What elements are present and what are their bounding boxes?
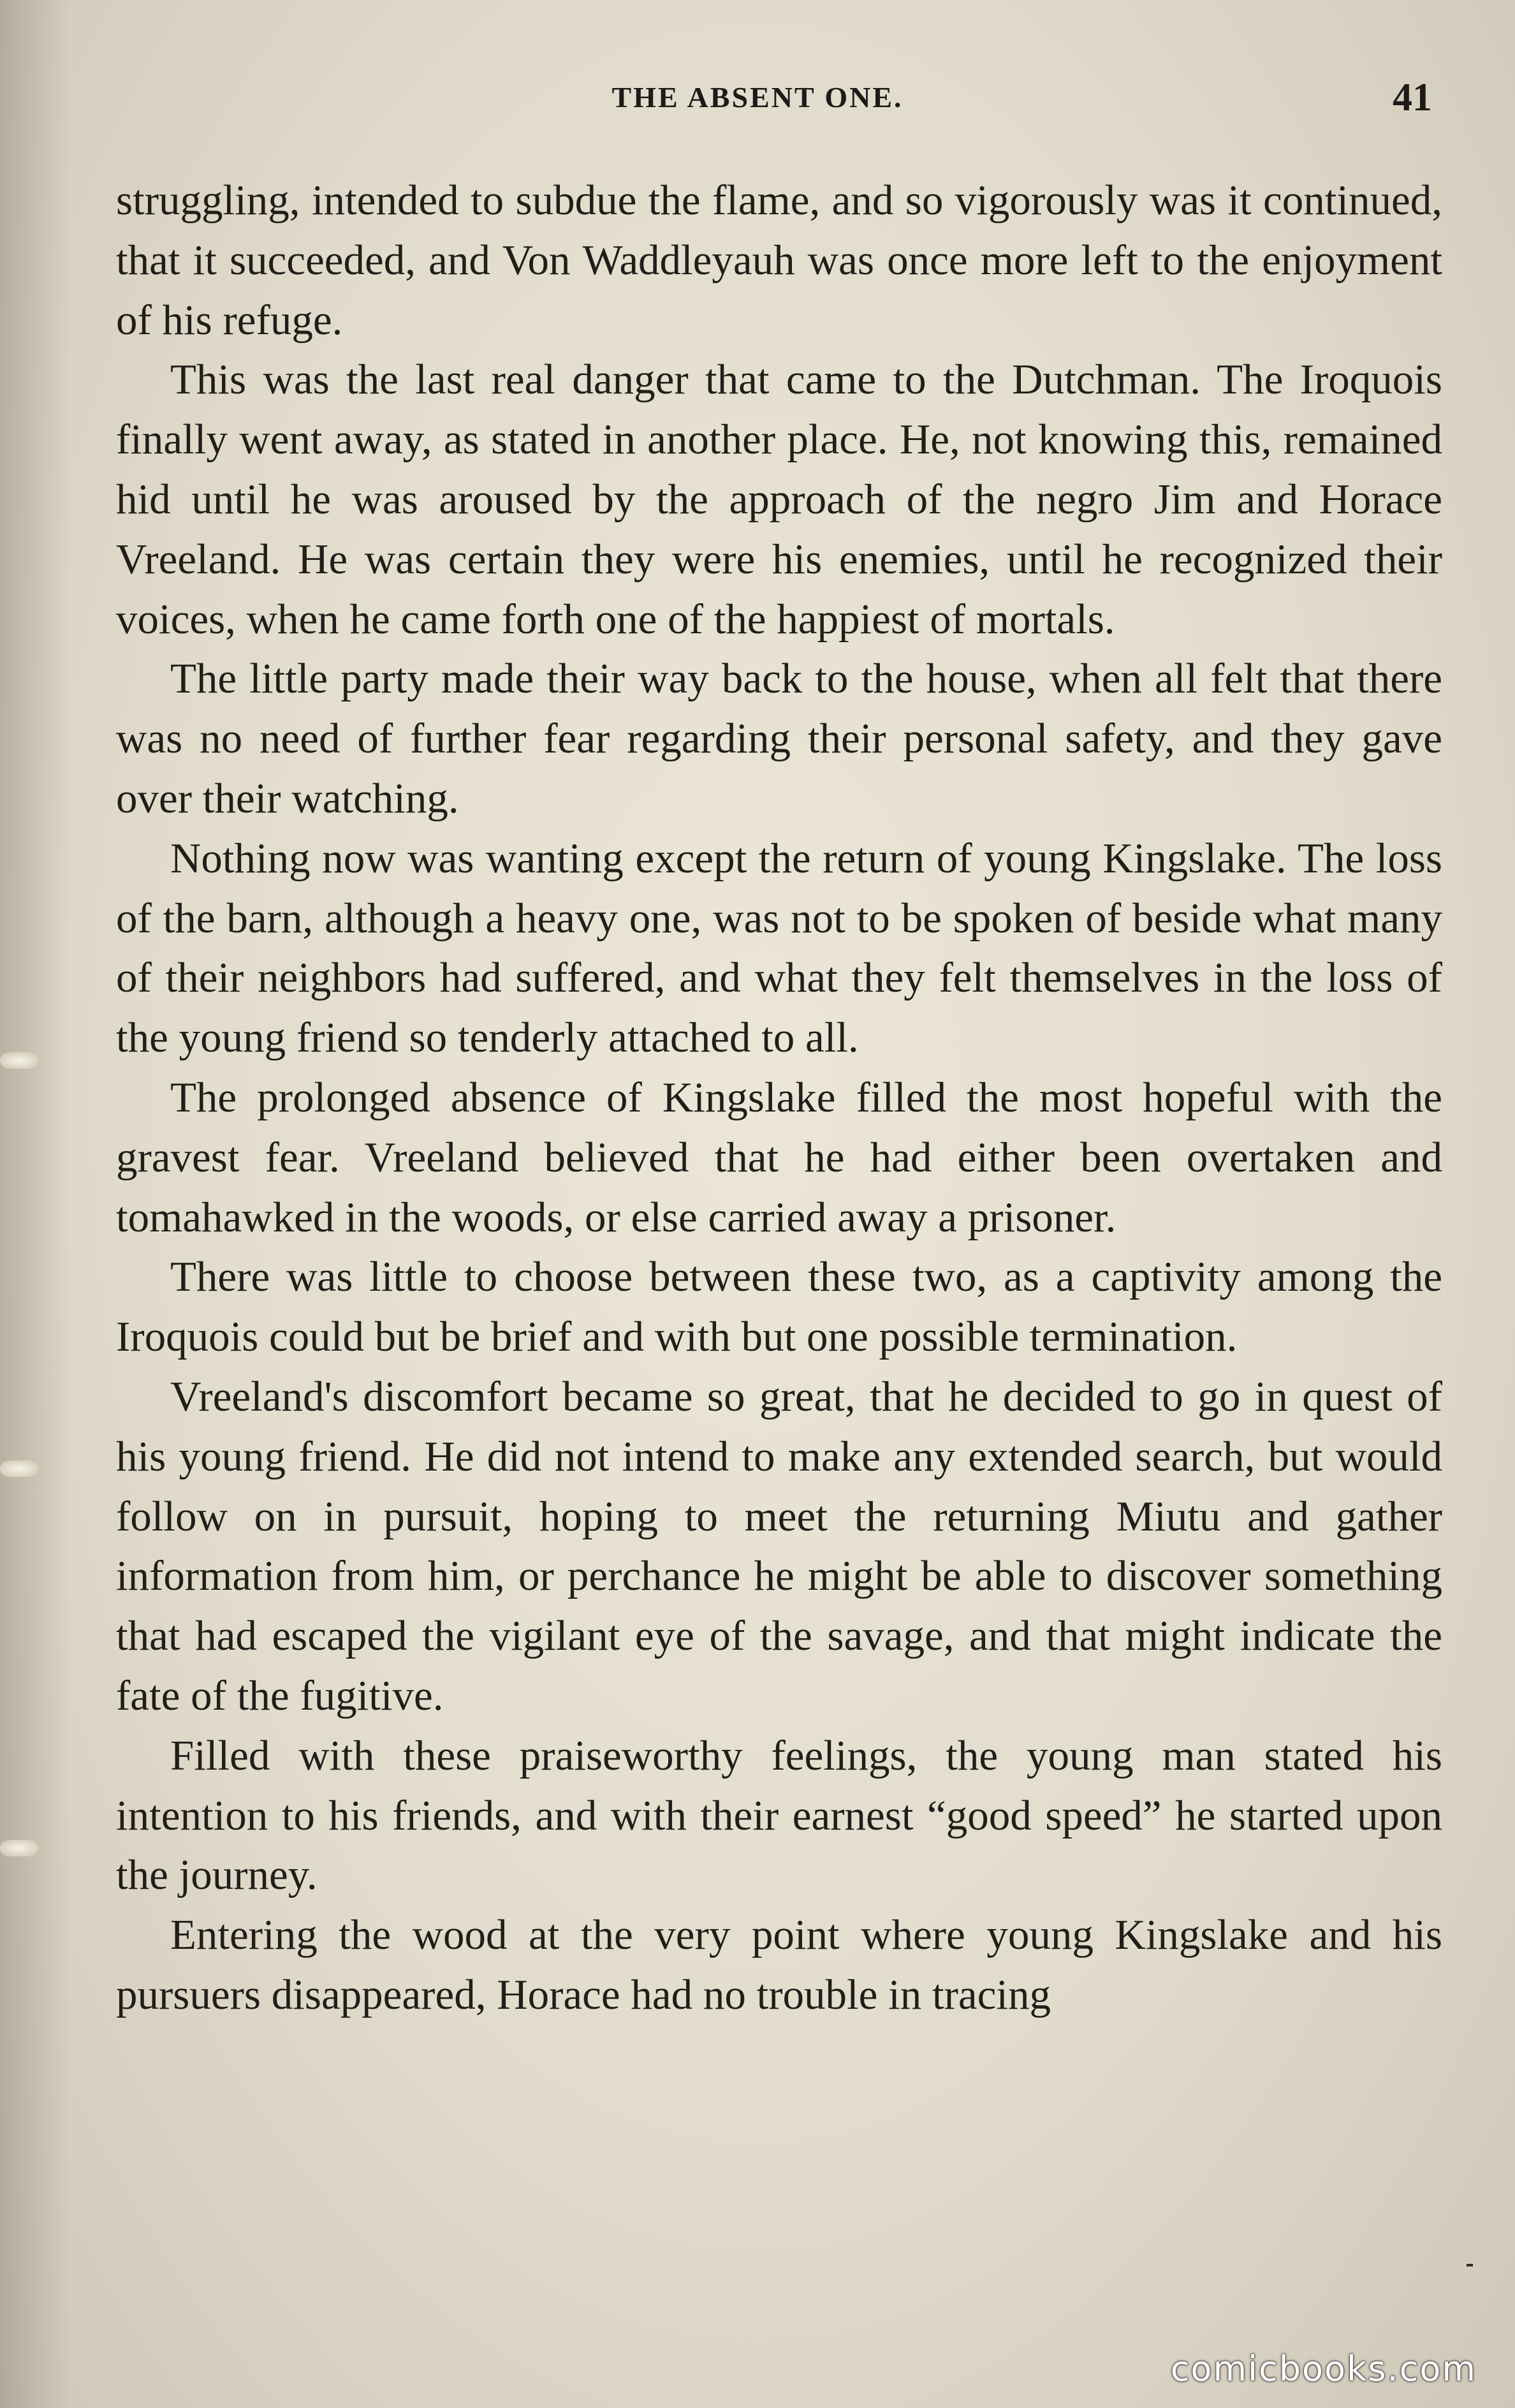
paragraph: There was little to choose between these two, as a captivity among the Iroquois could but be brief and with but one possible termination.	[116, 1253, 1442, 1361]
paragraph: Nothing now was wanting except the return of young Kingslake. The loss of the barn, although a heavy one, was not to be spoken of beside what many of their neighbors had suffered, and what they felt themselves in the loss of the young friend so tenderly attached to all.	[116, 834, 1442, 1062]
page-number: 41	[1393, 76, 1432, 119]
paragraph: This was the last real danger that came to the Dutchman. The Iroquois finally went away, as stated in another place. He, not knowing this, remained hid until he was aroused by the approach of the negro Jim and Horace Vreeland. He was certain they were his enemies, until he recognized their voices, when he came forth one of the happiest of mortals.	[116, 356, 1442, 643]
watermark: comicbooks.com	[1170, 2349, 1477, 2389]
binding-hole	[0, 1840, 38, 1856]
page-edge-mark	[1467, 2264, 1473, 2266]
binding-hole	[0, 1052, 38, 1069]
paragraph: Vreeland's discomfort became so great, that he decided to go in quest of his young friend. He did not intend to make any extended search, but would follow on in pursuit, hoping to meet the returning Miutu and gather information from him, or perchance he might be able to discover something that had escaped the vigilant eye of the savage, and that might indicate the fate of the fugitive.	[116, 1372, 1442, 1719]
paragraph: Filled with these praiseworthy feelings, the young man stated his intention to his friends, and with their earnest “good speed” he started upon the journey.	[116, 1731, 1442, 1899]
paragraph: Entering the wood at the very point where young Kingslake and his pursuers disappeared, Horace had no trouble in tracing	[116, 1911, 1442, 2018]
body-text	[116, 171, 1442, 2025]
paragraph: struggling, intended to subdue the flame, and so vigorously was it continued, that it succeeded, and Von Waddleyauh was once more left to the enjoyment of his refuge.	[116, 177, 1442, 344]
running-title: THE ABSENT ONE.	[611, 81, 904, 114]
paragraph: The prolonged absence of Kingslake filled the most hopeful with the gravest fear. Vreeland believed that he had either been overtaken and tomahawked in the woods, or else carried away a prisoner.	[116, 1073, 1442, 1241]
binding-hole	[0, 1460, 38, 1477]
paragraph: The little party made their way back to the house, when all felt that there was no need of further fear regarding their personal safety, and they gave over their watching.	[116, 655, 1442, 822]
page-header	[0, 75, 1515, 126]
